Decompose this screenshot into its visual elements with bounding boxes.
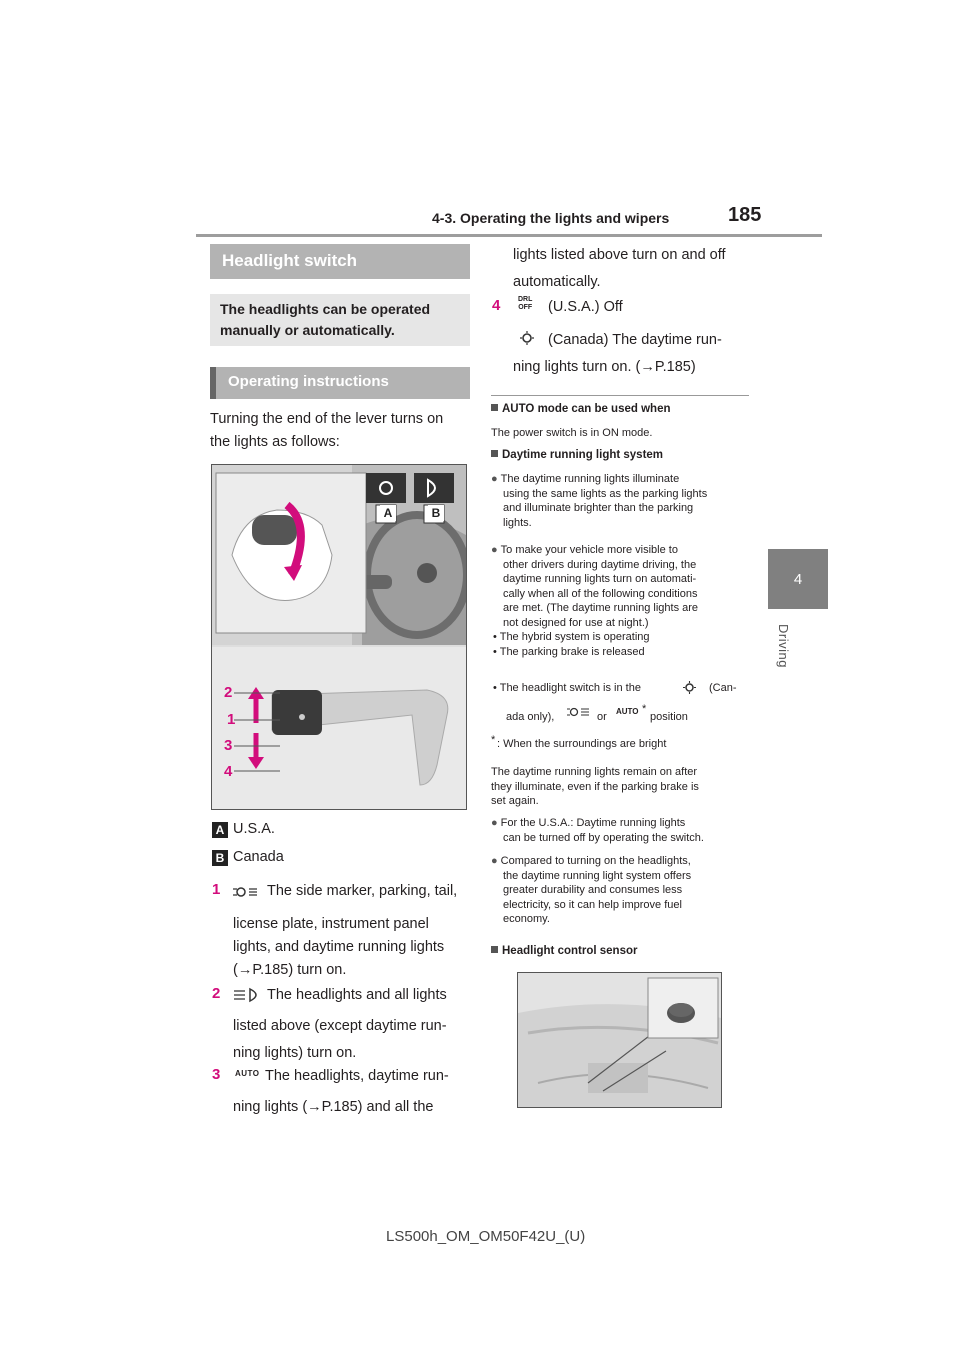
- notes-separator: [491, 395, 749, 396]
- drl-bullet-4: ● Compared to turning on the headlights, the daytime running light system offers greater durability and consumes less electricity, so it can help improve fuel economy.: [491, 855, 692, 925]
- section-heading: Headlight switch: [210, 244, 470, 279]
- intro-paragraph: Turning the end of the lever turns on the lights as follows:: [210, 411, 444, 450]
- drl-condition-3-asterisk: *: [642, 703, 647, 715]
- intro-box: The headlights can be operated manually or automatically.: [210, 294, 470, 346]
- item-3-continued: lights listed above turn on and off automatically.: [513, 247, 726, 290]
- section-title: 4-3. Operating the lights and wipers: [432, 210, 670, 226]
- item-4-line-3: ning lights turn on. (→P.185): [513, 359, 696, 375]
- chapter-tab: 4: [768, 549, 828, 609]
- footnote: : When the surroundings are bright: [497, 738, 667, 750]
- item-2-text: The headlights and all lights listed above (except daytime run- ning lights) turn on.: [233, 987, 447, 1061]
- drl-bullet-1: ● The daytime running lights illuminate using the same lights as the parking lights and illuminate brighter than the parking lights.: [491, 473, 708, 529]
- document-code: LS500h_OM_OM50F42U_(U): [386, 1228, 586, 1245]
- item-number-3: 3: [212, 1066, 221, 1083]
- daytime-light-small-icon: [683, 681, 696, 694]
- note-auto-mode-title: AUTO mode can be used when: [491, 403, 671, 415]
- headlight-lever-figure: [211, 464, 467, 810]
- item-number-1: 1: [212, 881, 221, 898]
- auto-icon: AUTO: [235, 1069, 260, 1078]
- footnote-asterisk: *: [491, 734, 496, 746]
- item-4-line-1: (U.S.A.) Off: [548, 299, 623, 315]
- header-rule: [196, 234, 822, 237]
- drl-remain-paragraph: The daytime running lights remain on after they illuminate, even if the parking brake is set again.: [491, 766, 699, 807]
- figure-marker-4: 4: [224, 763, 233, 780]
- figure-label-a: A: [380, 505, 396, 521]
- daytime-light-icon: [520, 331, 534, 345]
- item-3-text: The headlights, daytime run- ning lights (→P.185) and all the: [233, 1068, 449, 1115]
- item-4-line-2: (Canada) The daytime run-: [548, 332, 722, 348]
- parking-lights-small-icon: [566, 705, 590, 719]
- figure-marker-2: 2: [224, 684, 233, 701]
- drl-bullet-2: ● To make your vehicle more visible to other drivers during daytime driving, the daytime running lights turn on automati- cally when all of the following conditions are met. (The daytime running lights are not designed for use at night.) • The hybrid system is operating • The parking brake is released: [491, 544, 699, 658]
- note-drl-title: Daytime running light system: [491, 449, 663, 461]
- item-1-text: The side marker, parking, tail, license plate, instrument panel lights, and daytime running lights (→P.185) turn on.: [233, 883, 458, 978]
- legend-key-b: B: [212, 850, 228, 866]
- chapter-label: Driving: [776, 624, 791, 668]
- figure-label-b: B: [428, 505, 444, 521]
- legend-usa: U.S.A.: [233, 821, 275, 837]
- drl-condition-3-line-2: ada only),: [506, 711, 555, 723]
- note-auto-mode-text: The power switch is in ON mode.: [491, 427, 653, 439]
- drl-condition-3-or: or: [597, 711, 607, 723]
- page-number: 185: [728, 204, 762, 226]
- item-number-4: 4: [492, 297, 501, 314]
- drl-off-icon: DRL OFF: [518, 296, 533, 311]
- sensor-illustration: [518, 973, 721, 1107]
- legend-key-a: A: [212, 822, 228, 838]
- subsection-heading: Operating instructions: [210, 367, 470, 399]
- legend-canada: Canada: [233, 849, 284, 865]
- figure-marker-3: 3: [224, 737, 233, 754]
- drl-condition-3-position: position: [650, 711, 688, 723]
- drl-condition-3-canada: (Can-: [709, 682, 737, 694]
- note-sensor-title: Headlight control sensor: [491, 945, 637, 957]
- drl-condition-3-line-1: • The headlight switch is in the: [493, 682, 641, 694]
- headlight-sensor-figure: [517, 972, 722, 1108]
- item-number-2: 2: [212, 985, 221, 1002]
- auto-small-icon: AUTO: [616, 707, 639, 716]
- drl-bullet-3: ● For the U.S.A.: Daytime running lights can be turned off by operating the switch.: [491, 817, 704, 844]
- figure-marker-1: 1: [227, 711, 236, 728]
